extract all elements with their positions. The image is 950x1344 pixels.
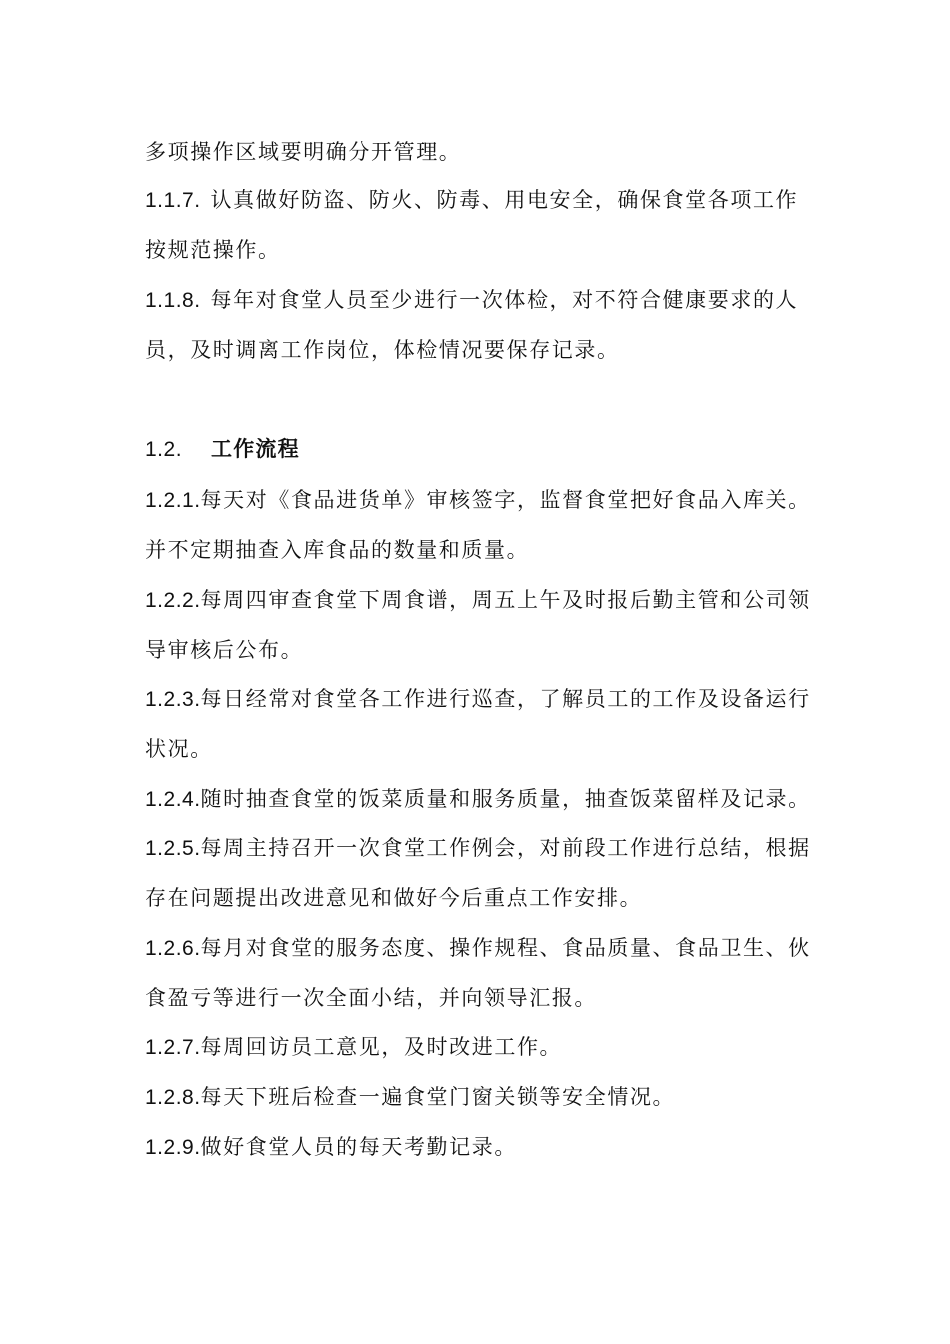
clause-number: 1.2.1.: [145, 489, 201, 512]
clause-1-2-2: [145, 586, 811, 615]
line-text: 多项操作区域要明确分开管理。: [145, 140, 462, 164]
clause-1-1-8-continuation: [145, 336, 620, 364]
clause-text: 每月对食堂的服务态度、操作规程、食品质量、食品卫生、伙: [200, 936, 811, 960]
clause-1-1-7: [145, 186, 798, 215]
clause-1-2-7: [145, 1033, 562, 1062]
section-title: 工作流程: [211, 437, 300, 461]
clause-text: 每周四审查食堂下周食谱，周五上午及时报后勤主管和公司领: [200, 588, 811, 612]
clause-number: 1.2.4.: [145, 788, 201, 811]
clause-1-2-6-continuation: [145, 984, 597, 1012]
clause-number: 1.2.8.: [145, 1086, 201, 1109]
clause-1-2-6: [145, 934, 811, 963]
line-text: 食盈亏等进行一次全面小结，并向领导汇报。: [145, 986, 597, 1010]
clause-1-2-1-continuation: [145, 536, 529, 564]
clause-text: 每周回访员工意见，及时改进工作。: [200, 1035, 563, 1059]
clause-1-2-5: [145, 834, 811, 863]
section-number: 1.2.: [145, 438, 183, 461]
clause-1-2-9: [145, 1133, 517, 1162]
clause-number: 1.2.6.: [145, 937, 201, 960]
paragraph-continuation: [145, 138, 461, 166]
clause-1-1-8: [145, 286, 798, 315]
clause-1-2-4: [145, 785, 811, 814]
clause-text: 每天对《食品进货单》审核签字，监督食堂把好食品入库关。: [200, 488, 811, 512]
line-text: 存在问题提出改进意见和做好今后重点工作安排。: [145, 886, 643, 910]
section-heading: [145, 435, 300, 464]
clause-1-2-3: [145, 685, 811, 714]
clause-number: 1.2.5.: [145, 837, 201, 860]
clause-text: 每周主持召开一次食堂工作例会，对前段工作进行总结，根据: [200, 836, 811, 860]
clause-1-1-7-continuation: [145, 236, 281, 264]
line-text: 员，及时调离工作岗位，体检情况要保存记录。: [145, 338, 620, 362]
clause-text: 认真做好防盗、防火、防毒、用电安全，确保食堂各项工作: [210, 188, 799, 212]
clause-number: 1.2.2.: [145, 589, 201, 612]
line-text: 并不定期抽查入库食品的数量和质量。: [145, 538, 530, 562]
clause-1-2-2-continuation: [145, 636, 303, 664]
clause-1-2-3-continuation: [145, 735, 213, 763]
clause-text: 做好食堂人员的每天考勤记录。: [200, 1135, 517, 1159]
clause-number: 1.2.9.: [145, 1136, 201, 1159]
clause-1-2-8: [145, 1083, 675, 1112]
clause-1-2-5-continuation: [145, 884, 642, 912]
clause-text: 每日经常对食堂各工作进行巡查，了解员工的工作及设备运行: [200, 687, 811, 711]
clause-text: 随时抽查食堂的饭菜质量和服务质量，抽查饭菜留样及记录。: [200, 787, 811, 811]
line-text: 状况。: [145, 737, 213, 761]
line-text: 按规范操作。: [145, 238, 281, 262]
line-text: 导审核后公布。: [145, 638, 304, 662]
clause-number: 1.2.7.: [145, 1036, 201, 1059]
clause-text: 每年对食堂人员至少进行一次体检，对不符合健康要求的人: [210, 288, 799, 312]
clause-1-2-1: [145, 486, 811, 515]
clause-number: 1.1.7.: [145, 189, 201, 212]
clause-number: 1.2.3.: [145, 688, 201, 711]
clause-text: 每天下班后检查一遍食堂门窗关锁等安全情况。: [200, 1085, 676, 1109]
clause-number: 1.1.8.: [145, 289, 201, 312]
